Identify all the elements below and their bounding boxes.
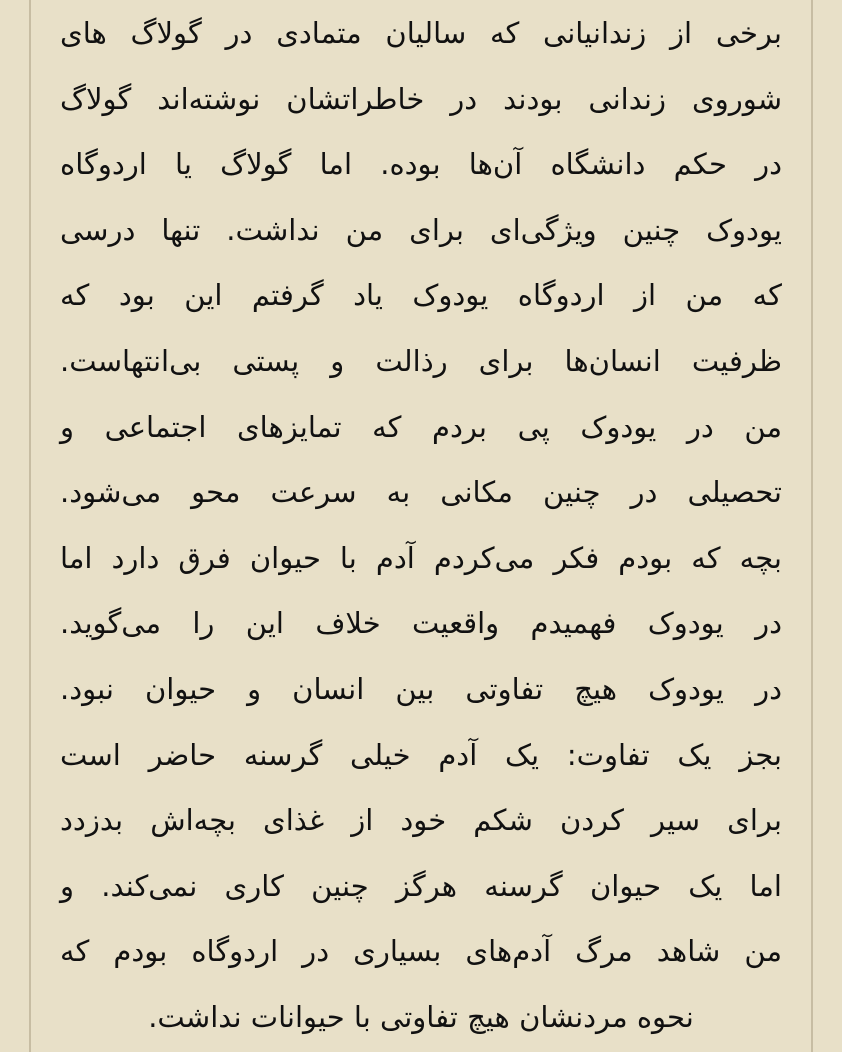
- text-line: ظرفیت انسان‌ها برای رذالت و پستی بی‌انتهاست.: [60, 343, 782, 378]
- text-line: من شاهد مرگ آدم‌های بسیاری در اردوگاه بودم که: [60, 934, 782, 969]
- text-line: برای سیر کردن شکم خود از غذای بچه‌اش بدزدد: [60, 803, 782, 838]
- text-line: در حکم دانشگاه آن‌ها بوده. اما گولاگ یا اردوگاه: [60, 147, 782, 182]
- text-line: در یودوک هیچ تفاوتی بین انسان و حیوان نبود.: [60, 671, 782, 706]
- text-line: بچه که بودم فکر می‌کردم آدم با حیوان فرق دارد اما: [60, 540, 782, 575]
- text-line: یودوک چنین ویژگی‌ای برای من نداشت. تنها درسی: [60, 212, 782, 247]
- left-margin-rule: [29, 0, 31, 1052]
- text-line: اما یک حیوان گرسنه هرگز چنین کاری نمی‌کند. و: [60, 868, 782, 903]
- text-line: نحوه مردنشان هیچ تفاوتی با حیوانات نداشت.: [148, 999, 694, 1034]
- text-line: که من از اردوگاه یودوک یاد گرفتم این بود که: [60, 278, 782, 313]
- article-text: [60, 1, 782, 1051]
- text-line: بجز یک تفاوت: یک آدم خیلی گرسنه حاضر است: [60, 737, 782, 772]
- right-margin-rule: [811, 0, 813, 1052]
- text-line: شوروی زندانی بودند در خاطراتشان نوشته‌اند گولاگ: [60, 81, 782, 116]
- text-line: من در یودوک پی بردم که تمایزهای اجتماعی و: [60, 409, 782, 444]
- text-line: برخی از زندانیانی که سالیان متمادی در گولاگ های: [60, 16, 782, 50]
- text-line: در یودوک فهمیدم واقعیت خلاف این را می‌گوید.: [60, 606, 782, 641]
- text-line: تحصیلی در چنین مکانی به سرعت محو می‌شود.: [60, 475, 782, 510]
